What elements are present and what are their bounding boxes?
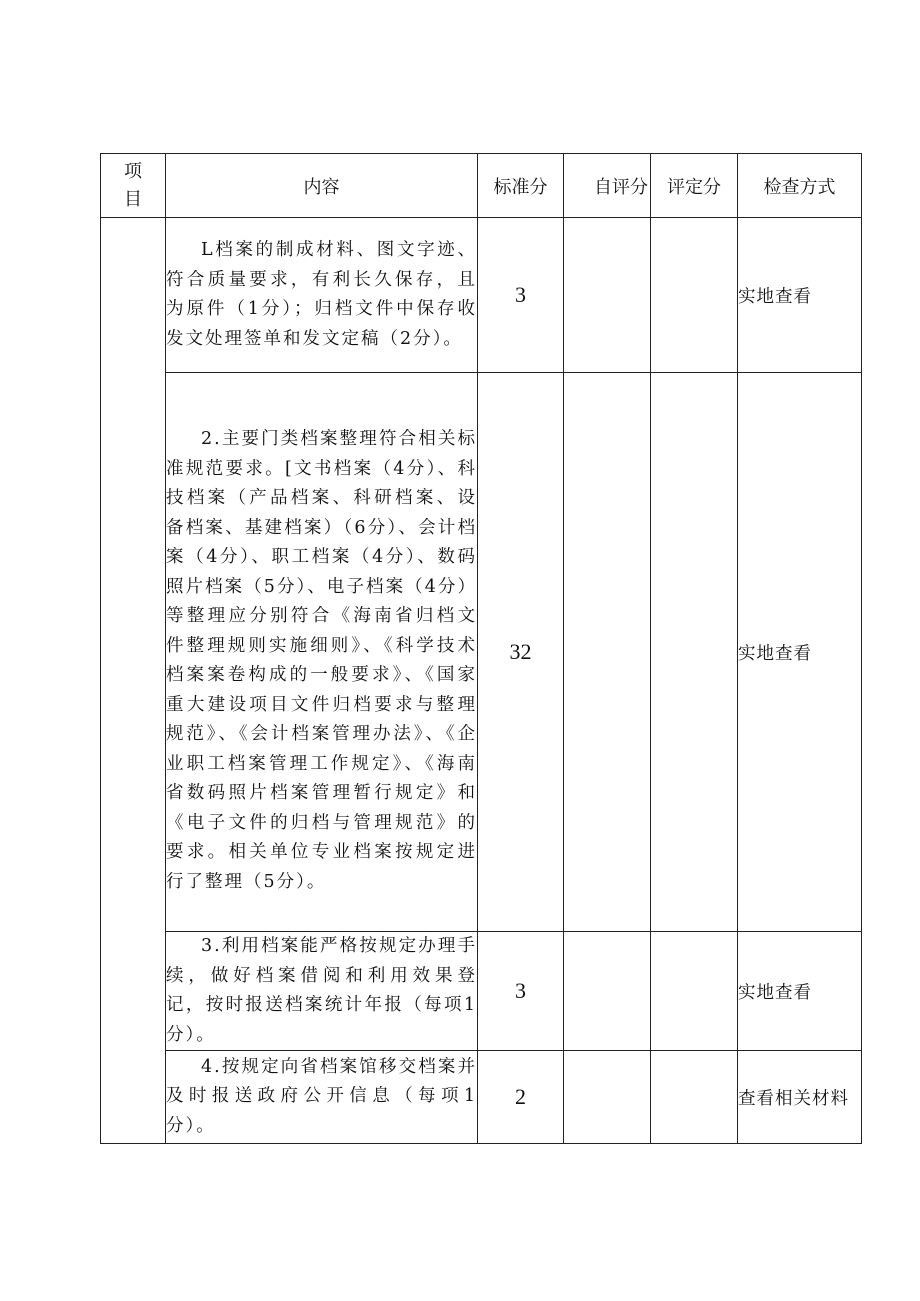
row-rated-score — [651, 373, 738, 932]
row-rated-score — [651, 218, 738, 373]
row-content: L档案的制成材料、图文字迹、符合质量要求，有利长久保存，且为原件（1分）；归档文件中保存收发文处理签单和发文定稿（2分）。 — [166, 218, 478, 373]
row-rated-score — [651, 1051, 738, 1144]
row-content: 3.利用档案能严格按规定办理手续，做好档案借阅和利用效果登记，按时报送档案统计年报（每项1分）。 — [166, 932, 478, 1051]
header-rated-score: 评定分 — [651, 154, 738, 218]
assessment-table — [100, 153, 862, 1144]
header-standard-score: 标准分 — [478, 154, 564, 218]
row-standard-score: 3 — [478, 932, 564, 1051]
row-standard-score: 3 — [478, 218, 564, 373]
table-row — [101, 1051, 862, 1144]
table-row — [101, 373, 862, 932]
header-project — [101, 154, 166, 218]
project-cell — [101, 218, 166, 1144]
header-check-method: 检查方式 — [738, 154, 862, 218]
row-content: 2.主要门类档案整理符合相关标准规范要求。[文书档案（4分）、科技档案（产品档案、科研档案、设备档案、基建档案）（6分）、会计档案（4分）、职工档案（4分）、数码照片档案（5分）、电子档案（4分）等整理应分别符合《海南省归档文件整理规则实施细则》、《科学技术档案案卷构成的一般要求》、《国家重大建设项目文件归档要求与整理规范》、《会计档案管理办法》、《企业职工档案管理工作规定》、《海南省数码照片档案管理暂行规定》和《电子文件的归档与管理规范》的要求。相关单位专业档案按规定进行了整理（5分）。 — [166, 373, 478, 932]
header-project-line2: 目 — [124, 188, 142, 210]
header-project-line1: 项 — [124, 160, 142, 182]
header-row — [101, 154, 862, 218]
row-check-method: 实地查看 — [738, 218, 862, 373]
header-self-score: 自评分 — [564, 154, 651, 218]
row-self-score — [564, 218, 651, 373]
row-rated-score — [651, 932, 738, 1051]
row-standard-score: 2 — [478, 1051, 564, 1144]
row-self-score — [564, 373, 651, 932]
header-content: 内容 — [166, 154, 478, 218]
row-standard-score: 32 — [478, 373, 564, 932]
table-row — [101, 932, 862, 1051]
row-self-score — [564, 932, 651, 1051]
row-self-score — [564, 1051, 651, 1144]
table-row — [101, 218, 862, 373]
row-check-method: 查看相关材料 — [738, 1051, 862, 1144]
row-check-method: 实地查看 — [738, 373, 862, 932]
row-check-method: 实地查看 — [738, 932, 862, 1051]
row-content: 4.按规定向省档案馆移交档案并及时报送政府公开信息（每项1分）。 — [166, 1051, 478, 1144]
